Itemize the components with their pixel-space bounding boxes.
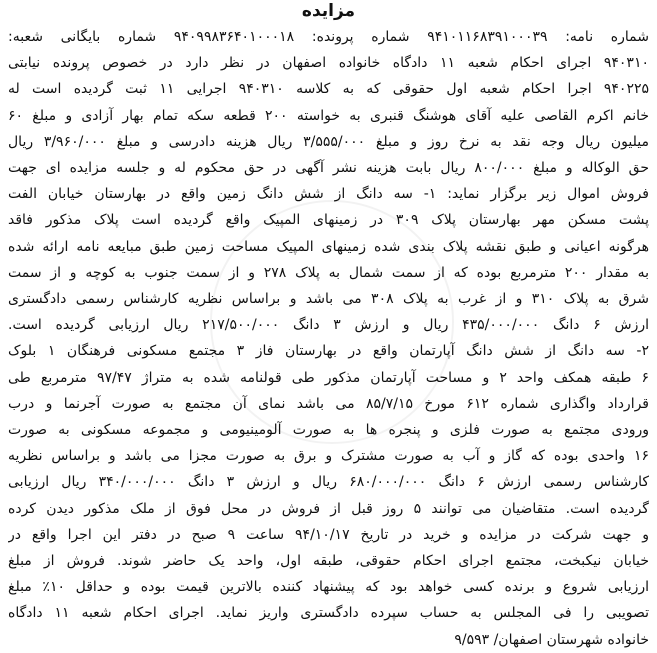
notice-line: ۹۴۰۲۲۵ اجرا احکام شعبه اول حقوقی که به کلاسه ۹۴۰۳۱۰ اجرایی ۱۱ ثبت گردیده است له [8, 81, 649, 98]
notice-body [8, 24, 649, 653]
notice-line: ۶ طبقه همکف واحد ۲ و مساحت آپارتمان مذکور طی قولنامه شده به متراژ ۹۷/۴۷ مترمربع طی [8, 369, 649, 386]
notice-line: تصویبی را فی المجلس به حساب سپرده دادگستری واریز نماید. اجرای احکام شعبه ۱۱ دادگاه [8, 605, 649, 622]
notice-line: فروش اموال زیر برگزار نماید: ۱- سه دانگ از شش دانگ زمین واقع در بهارستان خیابان الفت [8, 186, 649, 203]
notice-line: گردیده است. متقاضیان می توانند ۵ روز قبل از فروش در محل فوق از ملک مذکور دیدن کرده [8, 500, 649, 517]
notice-line: حق الوکاله و مبلغ ۸۰۰/۰۰۰ ریال بابت هزینه نشر آگهی در حق محکوم له و جلسه مزایده ای جهت [8, 160, 649, 177]
notice-line: میلیون ریال وجه نقد به نرخ روز و مبلغ ۳/۵۵۵/۰۰۰ ریال هزینه دادرسی و مبلغ ۳/۹۶۰/۰۰۰ ریال [8, 133, 649, 150]
notice-line: کارشناس رسمی ارزش ۶ دانگ ۶۸۰/۰۰۰/۰۰۰ ریال و ارزش ۳ دانگ ۳۴۰/۰۰۰/۰۰۰ ریال ارزیابی [8, 474, 649, 491]
notice-line: ۲- سه دانگ از شش دانگ آپارتمان واقع در بهارستان فاز ۳ مجتمع مسکونی فرهنگان ۱ بلوک [8, 343, 649, 360]
notice-line: شماره نامه: ۹۴۱۰۱۱۶۸۳۹۱۰۰۰۳۹ شماره پرونده: ۹۴۰۹۹۸۳۶۴۰۱۰۰۰۱۸ شماره بایگانی شعبه: [8, 29, 649, 45]
notice-line: ۱۶ واحدی بوده که گاز و آب به صورت مشترک و برق به صورت مجزا می باشد و براساس نظریه [8, 448, 649, 465]
notice-line: ارزیابی شروع و برنده کسی خواهد بود که پیشنهاد کننده بالاترین قیمت بوده و حداقل ۱۰٪ مبلغ [8, 579, 649, 596]
notice-line: قرارداد واگذاری شماره ۶۱۲ مورخ ۸۵/۷/۱۵ می باشد نمای آن مجتمع به صورت آجرنما و درب [8, 395, 649, 412]
notice-line: و جهت شرکت در مزایده و خرید در تاریخ ۹۴/۱۰/۱۷ ساعت ۹ صبح در دفتر این اجرا واقع در [8, 526, 649, 543]
notice-line: خانم اکرم القاصی علیه آقای هوشنگ قنبری به خواسته ۲۰۰ قطعه سکه تمام بهار آزادی و مبلغ ۶۰ [8, 107, 649, 124]
notice-title: مزایده [301, 1, 356, 21]
notice-line: پشت مسکن مهر بهارستان پلاک ۳۰۹ در زمینهای المپیک واقع گردیده است پلاک مذکور فاقد [8, 212, 649, 229]
notice-line: خانواده شهرستان اصفهان/ ۹/۵۹۳ [454, 631, 649, 648]
notice-line: ورودی مجتمع به صورت فلزی و پنجره ها به صورت آلومینیومی و مجموعه مسکونی به صورت [8, 422, 649, 439]
notice-line: خیابان نیکبخت، مجتمع اجرای احکام حقوقی، طبقه اول، واحد یک حاضر شوند. فروش از مبلغ [8, 553, 649, 570]
notice-line: ارزش ۶ دانگ ۴۳۵/۰۰۰/۰۰۰ ریال و ارزش ۳ دانگ ۲۱۷/۵۰۰/۰۰۰ ریال ارزیابی گردیده است. [8, 317, 649, 334]
notice-line: به مقدار ۲۰۰ مترمربع بوده که از سمت شمال به پلاک ۲۷۸ و از سمت جنوب به کوچه و از سمت [8, 264, 649, 281]
notice-line: ۹۴۰۳۱۰ اجرای احکام شعبه ۱۱ دادگاه خانواده اصفهان در نظر دارد در خصوص پرونده نیابتی [8, 55, 649, 72]
notice-line: هرگونه اعیانی و طبق نقشه پلاک بندی شده زمینهای المپیک مساحت زمین طبق مبایعه نامه ارائه شده [8, 238, 649, 255]
notice-line: شرق به پلاک ۳۱۰ و از غرب به پلاک ۳۰۸ می باشد و براساس نظریه کارشناس رسمی دادگستری [8, 291, 649, 308]
